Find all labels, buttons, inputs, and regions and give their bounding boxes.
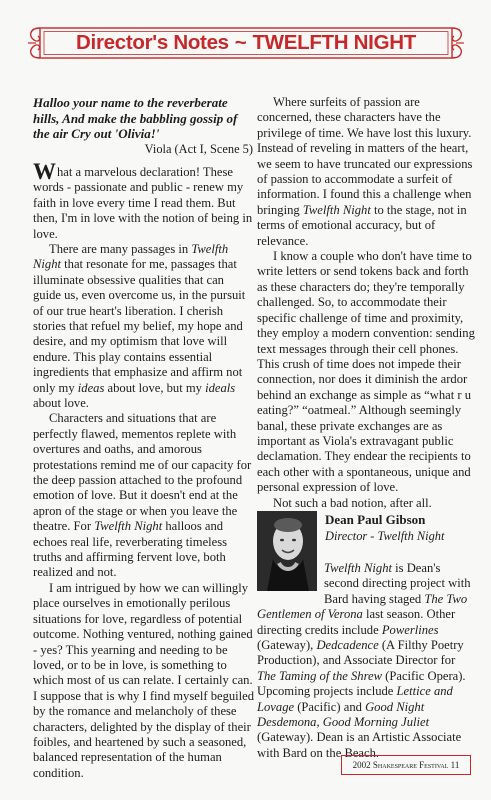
text-run: (Pacific Opera). Upcoming projects include	[257, 668, 466, 699]
text-run: (Gateway). Dean is an Artistic Associate with Bard on the Beach.	[257, 730, 462, 760]
title-part-2: TWELFTH NIGHT	[252, 31, 416, 54]
text-run: Characters and situations that are perfectly flawed, mementos replete with overtures and oaths, and amorous protestations remind me of our capacity for the deep passion attached to the profound emotion of love. But it doesn't end at the apron of the stage or when you leave the theatre. For	[33, 411, 252, 534]
text-run: (Pacific) and	[294, 699, 366, 714]
epigraph-quote: Halloo your name to the reverberate hills, And make the babbling gossip of the air Cry out 'Olivia!'	[33, 95, 238, 141]
play-title: Twelfth Night	[302, 202, 371, 217]
text-run: halloos and echoes real life, reverberating timeless truths and affirming fervent love, both realized and not.	[33, 519, 228, 580]
play-title: Twelfth Night	[94, 519, 163, 534]
drop-cap: W	[33, 158, 56, 184]
text-run: to the stage, not in terms of emotional accuracy, but of relevance.	[257, 202, 467, 248]
paragraph-7: Not such a bad notion, after all.	[273, 495, 432, 510]
paragraph-1	[33, 158, 255, 242]
title-banner	[26, 22, 466, 64]
text-run: that resonate for me, passages that illuminate obsessive qualities that can guide us, even overcome us, in the pursuit of our true heart's liberation. I cherish stories that refuel my belief, my hope and desire, and my optimism that love will endure. This play contains essential ingredients that emphasize and affirm not only my	[33, 257, 246, 395]
bio-text	[257, 561, 477, 761]
emphasis: ideas	[77, 380, 105, 395]
play-title: The Taming of the Shrew	[257, 668, 383, 683]
text-run: last season. Other directing credits include	[257, 607, 456, 637]
play-title: Twelfth Night	[33, 241, 229, 272]
paragraph-4: I am intrigued by how we can willingly place ourselves in emotionally perilous situations for love, regardless of potential outcome. Nothing ventured, nothing gained - yes? This yearning and needing to be loved, or to be in love, is something to which most of us can relate. I certainly can. I suppose that is why I find myself beguiled by the romance and melancholy of these characters, delighted by the display of their foibles, and heartened by such a seasoned, balanced representation of the human condition.	[33, 580, 255, 780]
paragraph-3	[33, 411, 255, 580]
paragraph-1-text: hat a marvelous declaration! These words - passionate and public - renew my faith in love every time I read them. But then, I'm in love with the notion of being in love.	[33, 164, 253, 241]
left-column	[33, 95, 255, 781]
text-run: (Gateway),	[257, 638, 317, 653]
page-number: 11	[450, 760, 460, 770]
director-name: Dean Paul Gibson	[325, 512, 426, 527]
play-title: Lettice and Lovage	[257, 684, 453, 714]
paragraph-5	[257, 95, 477, 249]
paragraph-2	[33, 242, 255, 411]
text-run: Where surfeits of passion are concerned, these characters have the privilege of time. We have lost this luxury. Instead of reveling in matters of the heart, we seem to have truncated our expressions of passion to accommodate a surfeit of information. I found this a challenge when bringing	[257, 95, 473, 217]
text-run: (A Filthy Poetry Production), and Associate Director for	[257, 638, 464, 668]
text-run: is Dean's second directing project with Bard having staged	[324, 561, 471, 606]
title-part-1: Director's Notes	[76, 31, 229, 54]
title-separator: ~	[234, 31, 247, 54]
play-title: Twelfth Night	[324, 561, 392, 575]
director-role: Director - Twelfth Night	[325, 529, 445, 543]
text-run: about love.	[33, 396, 89, 410]
page-footer	[341, 755, 471, 775]
photo-wrap-spacer	[257, 561, 324, 597]
emphasis: ideals	[205, 380, 236, 395]
play-title: Powerlines	[381, 622, 439, 637]
paragraph-6: I know a couple who don't have time to write letters or send tokens back and forth as these characters do; they're temporally challenged. So, to accommodate their specific challenge of time and proximity, they employ a modern convention: sending text messages through their cell phones. This crush of time does not impede their connection, nor does it diminish the ardor behind an exchange as simple as “what r u eating?” “oatmeal.” Although seemingly banal, these private exchanges are as important as Viola's extravagant public declamation. They endear the recipients to each other with a spontaneous, unique and personal expression of love.	[257, 249, 475, 495]
footer-festival: Shakespeare Festival	[372, 760, 449, 770]
footer-year: 2002	[352, 760, 371, 770]
play-title: The Two Gentlemen of Verona	[257, 591, 468, 622]
right-column	[257, 95, 477, 511]
epigraph-citation: Viola (Act I, Scene 5)	[144, 141, 253, 156]
play-title: Dedcadence	[316, 638, 379, 653]
text-run: There are many passages in	[49, 241, 192, 256]
text-run: about love, but my	[104, 380, 206, 395]
page-title	[26, 22, 466, 64]
play-title: Good Night Desdemona, Good Morning Juliet	[257, 699, 430, 730]
